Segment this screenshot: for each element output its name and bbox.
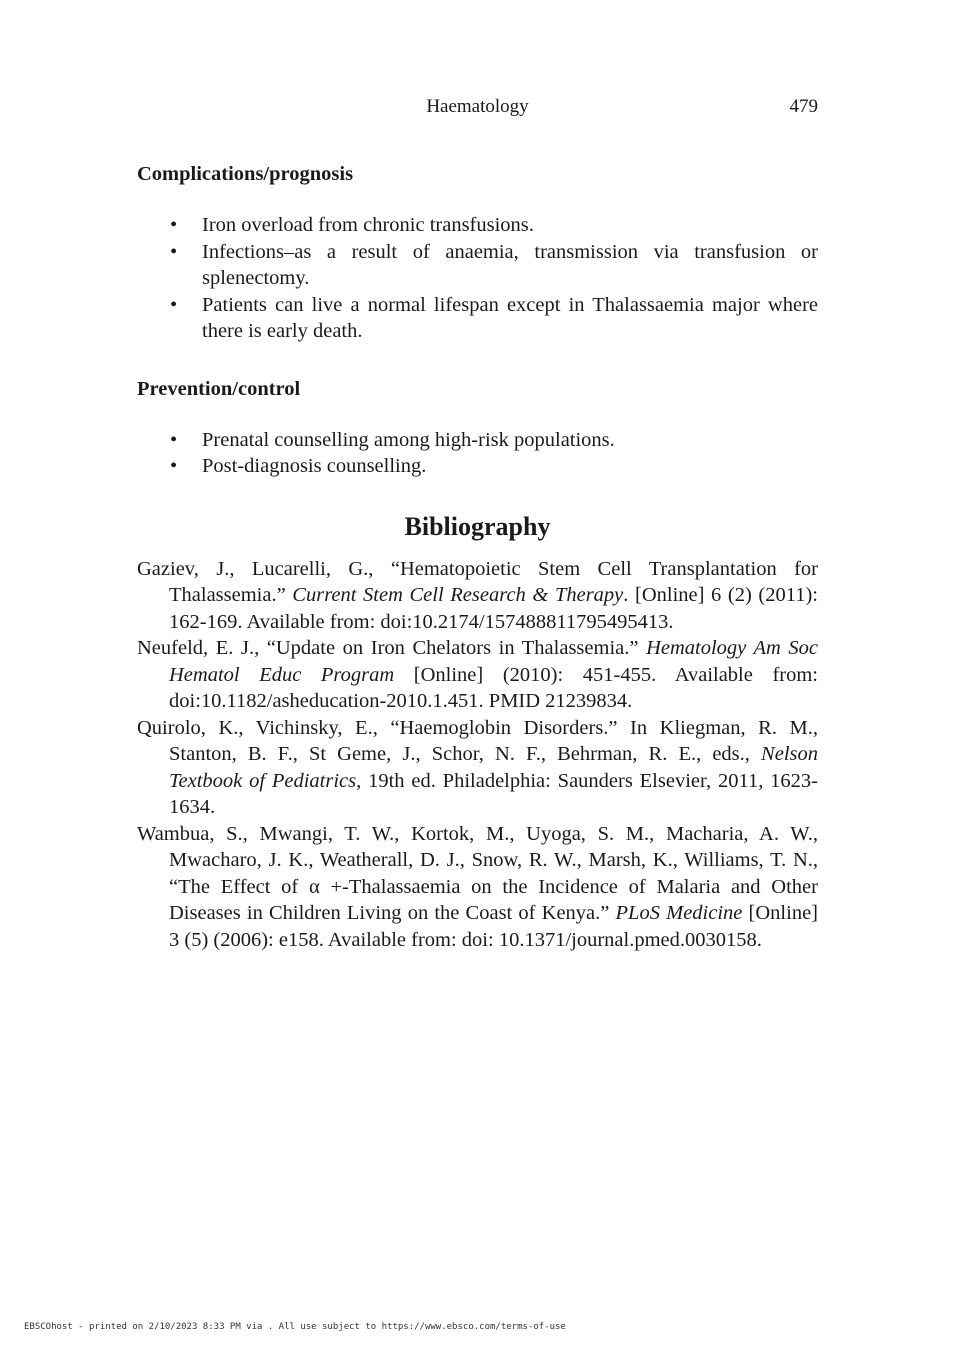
reference-entry (137, 635, 818, 715)
reference-text: Neufeld, E. J., “Update on Iron Chelators in Thalassemia.” (137, 637, 647, 659)
list-item-text: Patients can live a normal lifespan except in Thalassaemia major where there is early death. (202, 293, 818, 342)
reference-text: Gaziev, J., Lucarelli, G., “Hematopoietic Stem Cell Transplantation for Thalassemia.” (137, 557, 818, 606)
reference-entry (137, 821, 818, 954)
bullet-icon: • (170, 293, 178, 316)
list-item (137, 427, 818, 454)
reference-journal: Nelson Textbook of Pediatrics, (169, 743, 818, 792)
reference-text: Quirolo, K., Vichinsky, E., “Haemoglobin Disorders.” In Kliegman, R. M., Stanton, B. F., St Geme, J., Schor, N. F., Behrman, R. E., eds., (137, 716, 818, 765)
complications-list (137, 212, 818, 345)
reference-text: Wambua, S., Mwangi, T. W., Kortok, M., Uyoga, S. M., Macharia, A. W., Mwacharo, J. K., Weatherall, D. J., Snow, R. W., Marsh, K., Williams, T. N., “The Effect of α +-Thalassaemia on the Incidence of Malaria and Other Diseases in Children Living on the Coast of Kenya.” (137, 822, 818, 924)
reference-details: [Online] 3 (5) (2006): e158. Available from: doi: 10.1371/journal.pmed.0030158. (169, 902, 818, 951)
bibliography-list (137, 556, 818, 954)
bibliography-heading: Bibliography (404, 511, 551, 541)
reference-entry (137, 556, 818, 636)
bullet-icon: • (170, 455, 178, 477)
page-content (137, 160, 818, 953)
running-title: Haematology (426, 96, 529, 117)
list-item-text: Post-diagnosis counselling. (202, 455, 427, 477)
bullet-icon: • (170, 428, 178, 451)
reference-journal: Current Stem Cell Research & Therapy (292, 584, 624, 606)
list-item-text: Prenatal counselling among high-risk populations. (202, 428, 615, 451)
reference-entry (137, 715, 818, 821)
reference-journal: PLoS Medicine (615, 902, 743, 924)
bullet-icon: • (170, 214, 178, 236)
prevention-list (137, 427, 818, 480)
prevention-heading: Prevention/control (137, 377, 301, 400)
list-item (137, 212, 818, 239)
print-footer: EBSCOhost - printed on 2/10/2023 8:33 PM via . All use subject to https://www.ebsco.com/terms-of-use (24, 1322, 566, 1332)
reference-details: 19th ed. Philadelphia: Saunders Elsevier, 2011, 1623-1634. (169, 769, 818, 818)
running-header (137, 96, 818, 122)
bullet-icon: • (170, 240, 178, 263)
reference-details: . [Online] 6 (2) (2011): 162-169. Available from: doi:10.2174/157488811795495413. (169, 584, 818, 633)
list-item (137, 239, 818, 292)
page-number: 479 (789, 96, 818, 117)
list-item-text: Infections–as a result of anaemia, transmission via transfusion or splenectomy. (202, 240, 818, 289)
list-item (137, 292, 818, 345)
list-item-text: Iron overload from chronic transfusions. (202, 214, 534, 236)
list-item (137, 453, 818, 480)
reference-details: [Online] (2010): 451-455. Available from: doi:10.1182/asheducation-2010.1.451. PMID 21239834. (169, 663, 818, 712)
complications-heading: Complications/prognosis (137, 163, 354, 185)
reference-journal: Hematology Am Soc Hematol Educ Program (169, 637, 818, 686)
